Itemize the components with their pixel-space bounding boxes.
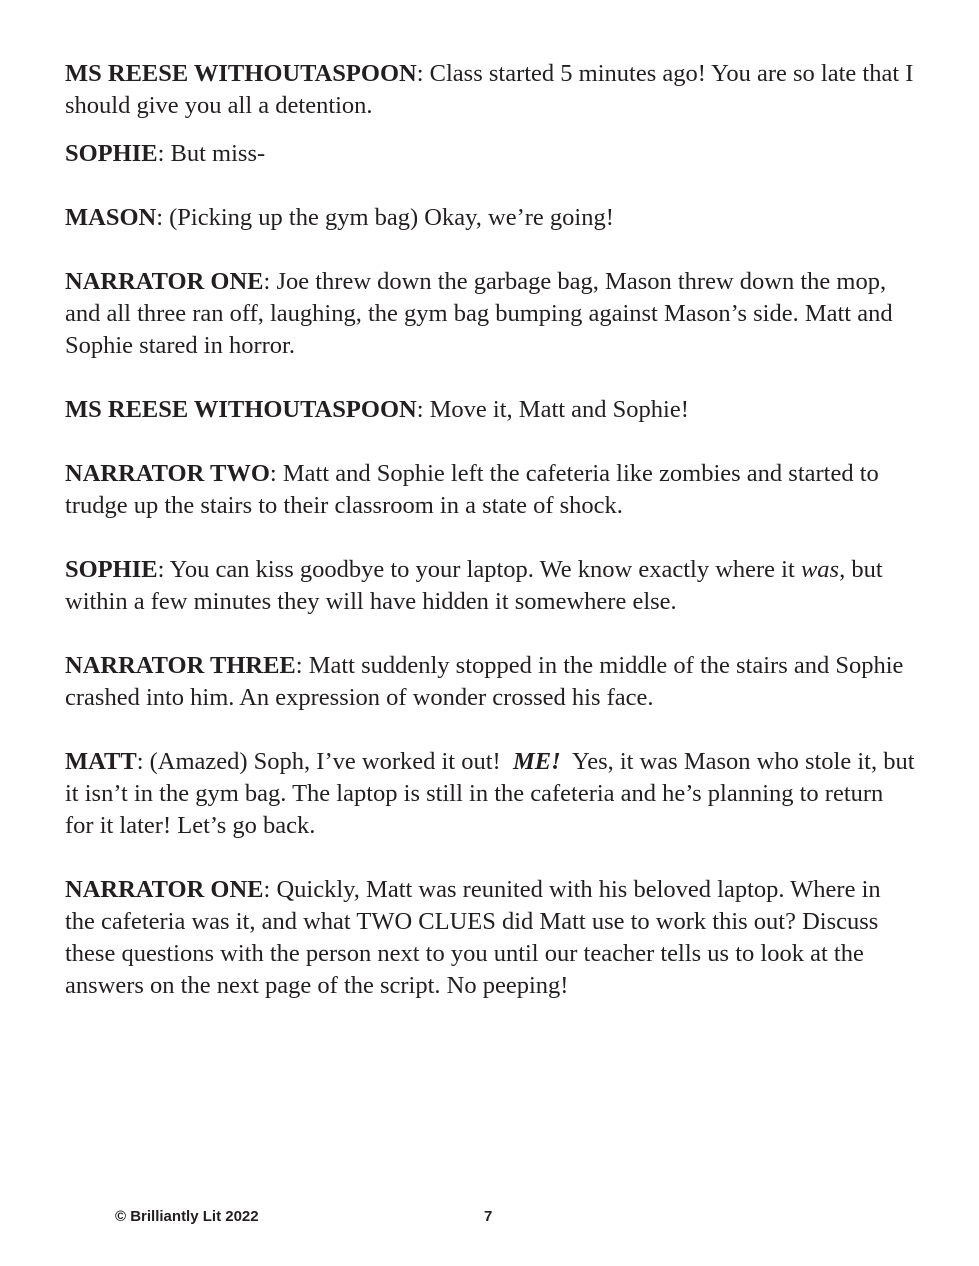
script-line xyxy=(65,746,921,842)
dialogue-text: : Matt and Sophie left the cafeteria like zombies and started to trudge up the stairs to their classroom in a state of shock. xyxy=(65,460,879,519)
page-number: 7 xyxy=(484,1208,493,1225)
speaker-name: MS REESE WITHOUTASPOON xyxy=(65,60,417,87)
script-line xyxy=(65,458,915,522)
dialogue-text: : (Picking up the gym bag) Okay, we’re going! xyxy=(156,204,614,231)
dialogue-text: : But miss- xyxy=(157,140,266,167)
dialogue-text: : (Amazed) Soph, I’ve worked it out! xyxy=(136,748,513,775)
script-page xyxy=(65,58,921,1034)
script-line xyxy=(65,394,915,426)
speaker-name: NARRATOR ONE xyxy=(65,876,264,903)
script-line xyxy=(65,650,915,714)
speaker-name: MASON xyxy=(65,204,157,231)
speaker-name: SOPHIE xyxy=(65,140,158,167)
script-line xyxy=(65,138,915,170)
speaker-name: NARRATOR TWO xyxy=(65,460,270,487)
footer-copyright: © Brilliantly Lit 2022 xyxy=(115,1208,259,1225)
dialogue-text: : Quickly, Matt was reunited with his beloved laptop. Where in the cafeteria was it, and what TWO CLUES did Matt use to work this out? Discuss these questions with the person next to you until our teacher tells us to look at the answers on the next page of the script. No peeping! xyxy=(65,876,881,999)
script-line xyxy=(65,554,915,618)
dialogue-text: but within a few minutes they will have hidden it somewhere else. xyxy=(65,556,883,615)
script-line xyxy=(65,874,915,1002)
speaker-name: NARRATOR ONE xyxy=(65,268,264,295)
dialogue-text: : You can kiss goodbye to your laptop. We know exactly where it xyxy=(157,556,801,583)
dialogue-text: : Move it, Matt and Sophie! xyxy=(416,396,689,423)
script-line xyxy=(65,202,915,234)
dialogue-emphasis: was, xyxy=(800,556,846,583)
dialogue-text: Yes, it was Mason who stole it, but it isn’t in the gym bag. The laptop is still in the cafeteria and he’s planning to return for it later! Let’s go back. xyxy=(65,748,921,839)
script-line xyxy=(65,58,915,122)
dialogue-text: : Matt suddenly stopped in the middle of the stairs and Sophie crashed into him. An expression of wonder crossed his face. xyxy=(65,652,904,711)
speaker-name: MATT xyxy=(65,748,137,775)
speaker-name: SOPHIE xyxy=(65,556,158,583)
dialogue-text: : Class started 5 minutes ago! You are so late that I should give you all a detention. xyxy=(65,60,914,119)
dialogue-emphasis: ME! xyxy=(512,748,561,775)
speaker-name: NARRATOR THREE xyxy=(65,652,296,679)
dialogue-text: : Joe threw down the garbage bag, Mason threw down the mop, and all three ran off, laughing, the gym bag bumping against Mason’s side. Matt and Sophie stared in horror. xyxy=(65,268,893,359)
speaker-name: MS REESE WITHOUTASPOON xyxy=(65,396,417,423)
script-line xyxy=(65,266,915,362)
